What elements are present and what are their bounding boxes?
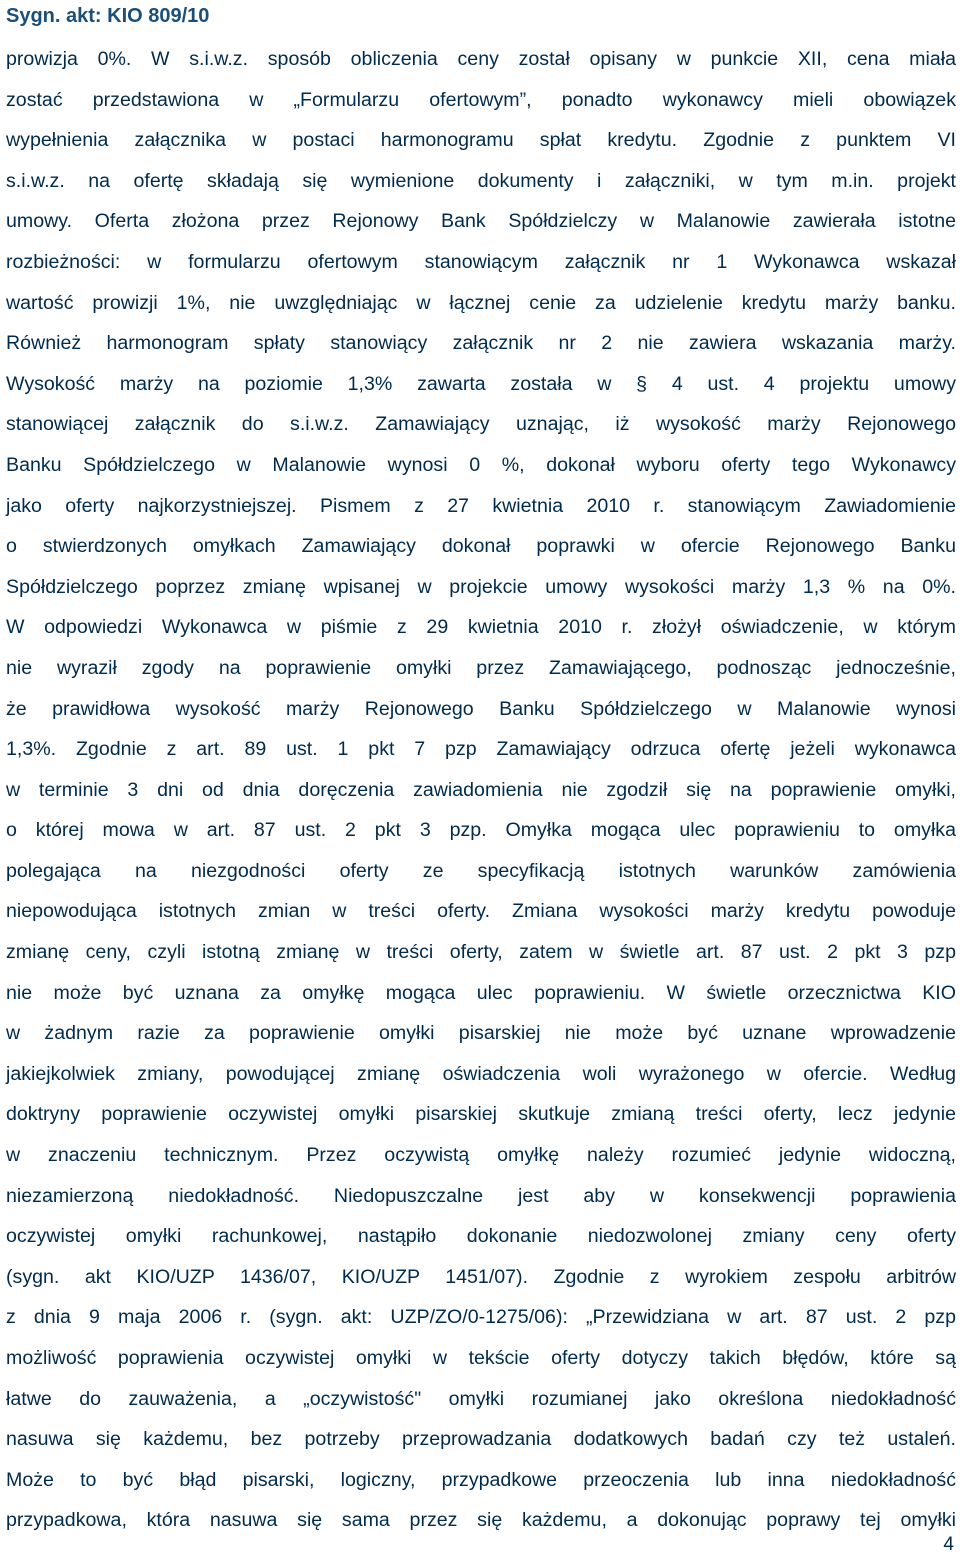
- text-line: o stwierdzonych omyłkach Zamawiający dokonał poprawki w ofercie Rejonowego Banku: [6, 535, 956, 558]
- text-line: Wysokość marży na poziomie 1,3% zawarta została w § 4 ust. 4 projektu umowy: [6, 372, 956, 395]
- text-line: Może to być błąd pisarski, logiczny, przypadkowe przeoczenia lub inna niedokładność: [6, 1468, 956, 1491]
- text-line: polegająca na niezgodności oferty ze specyfikacją istotnych warunków zamówienia: [6, 859, 956, 882]
- text-line: jakiejkolwiek zmiany, powodującej zmianę oświadczenia woli wyrażonego w ofercie. Według: [6, 1062, 956, 1085]
- text-line: Spółdzielczego poprzez zmianę wpisanej w projekcie umowy wysokości marży 1,3 % na 0%.: [6, 575, 956, 598]
- text-line: 1,3%. Zgodnie z art. 89 ust. 1 pkt 7 pzp Zamawiający odrzuca ofertę jeżeli wykonawca: [6, 738, 956, 761]
- page-number: 4: [943, 1534, 954, 1555]
- text-line: (sygn. akt KIO/UZP 1436/07, KIO/UZP 1451/07). Zgodnie z wyrokiem zespołu arbitrów: [6, 1265, 956, 1288]
- text-line: przypadkowa, która nasuwa się sama przez się każdemu, a dokonując poprawy tej omyłki: [6, 1509, 956, 1532]
- text-line: o której mowa w art. 87 ust. 2 pkt 3 pzp. Omyłka mogąca ulec poprawieniu to omyłka: [6, 819, 956, 842]
- text-line: niepowodująca istotnych zmian w treści oferty. Zmiana wysokości marży kredytu powoduje: [6, 900, 956, 923]
- text-line: zostać przedstawiona w „Formularzu ofertowym”, ponadto wykonawcy mieli obowiązek: [6, 88, 956, 111]
- text-line: zmianę ceny, czyli istotną zmianę w treści oferty, zatem w świetle art. 87 ust. 2 pkt 3 pzp: [6, 941, 956, 964]
- text-line: Również harmonogram spłaty stanowiący załącznik nr 2 nie zawiera wskazania marży.: [6, 332, 956, 355]
- text-line: z dnia 9 maja 2006 r. (sygn. akt: UZP/ZO/0-1275/06): „Przewidziana w art. 87 ust. 2 pzp: [6, 1306, 956, 1329]
- text-line: możliwość poprawienia oczywistej omyłki w tekście oferty dotyczy takich błędów, które są: [6, 1347, 956, 1369]
- text-line: nasuwa się każdemu, bez potrzeby przeprowadzania dodatkowych badań czy też ustaleń.: [6, 1428, 956, 1451]
- text-line: wartość prowizji 1%, nie uwzględniając w łącznej cenie za udzielenie kredytu marży banku.: [6, 291, 956, 314]
- text-line: łatwe do zauważenia, a „oczywistość" omyłki rozumianej jako określona niedokładność: [6, 1387, 956, 1410]
- text-line: nie może być uznana za omyłkę mogąca ulec poprawieniu. W świetle orzecznictwa KIO: [6, 981, 956, 1004]
- text-line: jako oferty najkorzystniejszej. Pismem z 27 kwietnia 2010 r. stanowiącym Zawiadomienie: [6, 494, 956, 517]
- text-line: niezamierzoną niedokładność. Niedopuszczalne jest aby w konsekwencji poprawienia: [6, 1184, 956, 1207]
- document-header: Sygn. akt: KIO 809/10: [6, 5, 210, 27]
- text-line: Banku Spółdzielczego w Malanowie wynosi 0 %, dokonał wyboru oferty tego Wykonawcy: [6, 453, 956, 476]
- text-line: doktryny poprawienie oczywistej omyłki pisarskiej skutkuje zmianą treści oferty, lecz jedynie: [6, 1103, 956, 1126]
- text-line: s.i.w.z. na ofertę składają się wymienione dokumenty i załączniki, w tym m.in. projekt: [6, 169, 956, 192]
- text-line: w terminie 3 dni od dnia doręczenia zawiadomienia nie zgodził się na poprawienie omyłki,: [6, 778, 956, 801]
- text-line: rozbieżności: w formularzu ofertowym stanowiącym załącznik nr 1 Wykonawca wskazał: [6, 250, 956, 273]
- document-body: [6, 39, 956, 1541]
- text-line: w żadnym razie za poprawienie omyłki pisarskiej nie może być uznane wprowadzenie: [6, 1022, 956, 1045]
- text-line: że prawidłowa wysokość marży Rejonowego Banku Spółdzielczego w Malanowie wynosi: [6, 697, 956, 720]
- text-line: stanowiącej załącznik do s.i.w.z. Zamawiający uznając, iż wysokość marży Rejonowego: [6, 413, 956, 436]
- text-line: nie wyraził zgody na poprawienie omyłki przez Zamawiającego, podnosząc jednocześnie,: [6, 656, 956, 679]
- text-line: W odpowiedzi Wykonawca w piśmie z 29 kwietnia 2010 r. złożył oświadczenie, w którym: [6, 616, 956, 639]
- text-line: wypełnienia załącznika w postaci harmonogramu spłat kredytu. Zgodnie z punktem VI: [6, 129, 956, 152]
- text-line: oczywistej omyłki rachunkowej, nastąpiło dokonanie niedozwolonej zmiany ceny oferty: [6, 1225, 956, 1248]
- text-line: prowizja 0%. W s.i.w.z. sposób obliczenia ceny został opisany w punkcie XII, cena miała: [6, 48, 956, 70]
- text-line: w znaczeniu technicznym. Przez oczywistą omyłkę należy rozumieć jedynie widoczną,: [6, 1144, 956, 1167]
- text-line: umowy. Oferta złożona przez Rejonowy Bank Spółdzielczy w Malanowie zawierała istotne: [6, 210, 956, 233]
